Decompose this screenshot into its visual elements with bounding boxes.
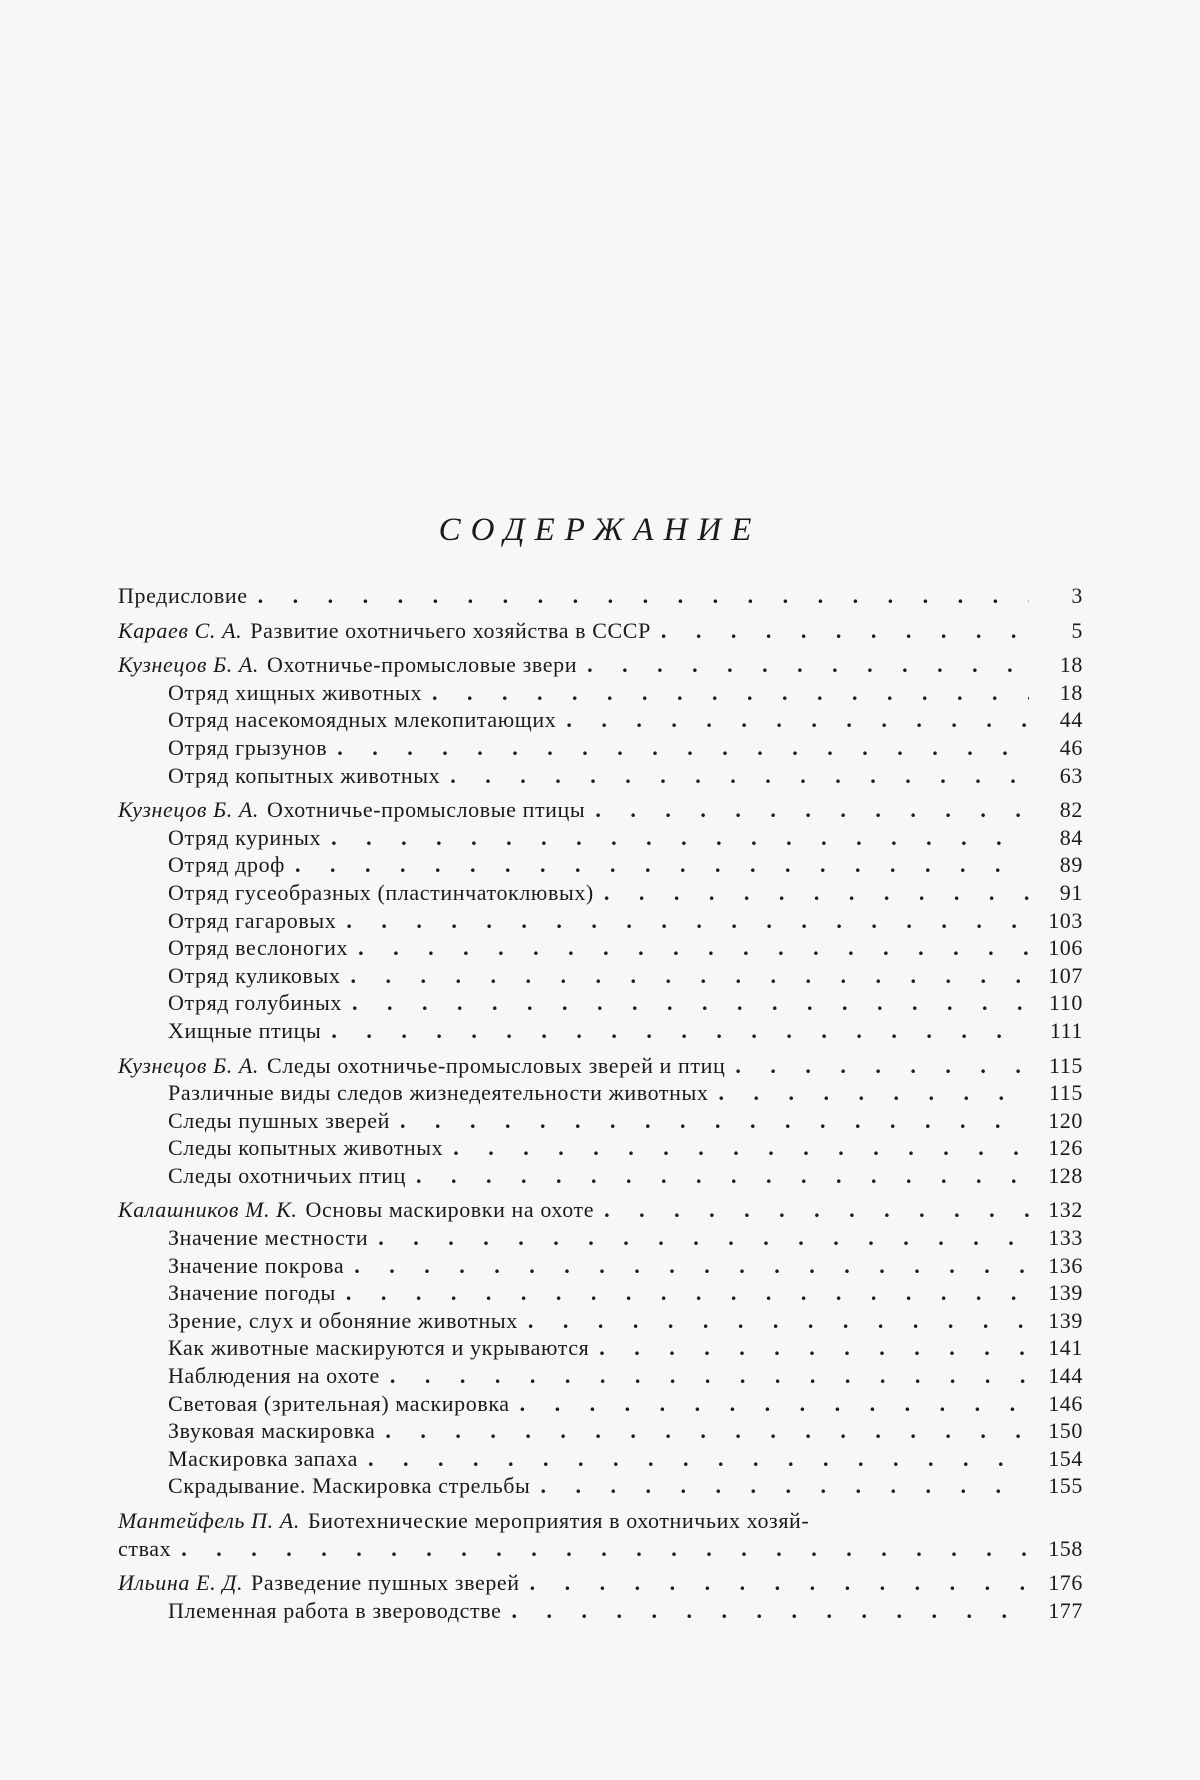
dot-leader <box>331 1017 1029 1045</box>
toc-entry-title: Основы маскировки на охоте <box>305 1197 595 1223</box>
toc-entry-page: 176 <box>1048 1570 1083 1596</box>
toc-entry-page: 115 <box>1049 1080 1083 1106</box>
toc-entry-page: 139 <box>1048 1280 1083 1306</box>
dot-leader <box>595 796 1029 824</box>
toc-entry-title: Значение погоды <box>168 1280 336 1306</box>
toc-entry-label <box>118 582 248 610</box>
toc-entry-title: Отряд хищных животных <box>168 679 423 705</box>
toc-entry-title: Отряд копытных животных <box>168 762 441 788</box>
toc-entry-wrapped <box>118 1507 1083 1535</box>
toc-entry-page: 107 <box>1048 962 1083 988</box>
toc-subentry <box>118 734 1083 762</box>
dot-leader <box>358 934 1029 962</box>
toc-entry <box>118 651 1083 679</box>
toc-entry <box>118 1196 1083 1224</box>
toc-entry-title: Следы пушных зверей <box>168 1107 391 1133</box>
toc-entry-author: Кузнецов Б. А. <box>118 1052 260 1078</box>
toc-entry-title: Отряд дроф <box>168 852 286 878</box>
toc-entry-page: 110 <box>1049 990 1083 1016</box>
toc-entry-page: 126 <box>1048 1135 1083 1161</box>
toc-entry-label <box>168 824 321 852</box>
toc-entry-label <box>168 1107 390 1135</box>
toc-entry-page: 144 <box>1048 1363 1083 1389</box>
toc-subentry <box>118 1252 1083 1280</box>
toc-entry-label <box>168 989 342 1017</box>
dot-leader <box>520 1390 1029 1418</box>
toc-entry-title-cont: ствах <box>118 1535 172 1561</box>
toc-entry-label <box>168 1362 380 1390</box>
toc-entry-page: 82 <box>1059 797 1083 823</box>
toc-entry-title: Отряд веслоногих <box>168 935 349 961</box>
toc-subentry <box>118 1107 1083 1135</box>
dot-leader <box>346 907 1029 935</box>
dot-leader <box>719 1079 1029 1107</box>
toc-entry-author: Кузнецов Б. А. <box>118 652 260 678</box>
toc-entry <box>118 582 1083 610</box>
dot-leader <box>390 1362 1029 1390</box>
toc-entry-label <box>118 1569 520 1597</box>
dot-leader <box>258 582 1029 610</box>
toc-entry-label <box>118 1507 1083 1535</box>
toc-entry-label <box>168 1597 501 1625</box>
dot-leader <box>587 651 1029 679</box>
toc-entry-page: 103 <box>1048 907 1083 933</box>
toc-entry-label <box>168 962 341 990</box>
toc-entry-label <box>118 796 585 824</box>
toc-entry-author: Караев С. А. <box>118 617 243 643</box>
toc-entry-page: 3 <box>1071 583 1083 608</box>
toc-entry-label <box>168 934 348 962</box>
toc-entry-label <box>168 1472 530 1500</box>
toc-entry-page: 18 <box>1059 652 1083 678</box>
toc-entry-page: 63 <box>1059 762 1083 788</box>
toc-entry-page: 106 <box>1048 935 1083 961</box>
toc-subentry <box>118 706 1083 734</box>
toc-entry-title: Звуковая маскировка <box>168 1418 376 1444</box>
toc-subentry <box>118 679 1083 707</box>
toc-entry-title: Хищные птицы <box>168 1017 322 1043</box>
toc-entry-title: Отряд голубиных <box>168 990 342 1016</box>
toc-entry-title: Различные виды следов жизнедеятельности животных <box>168 1080 709 1106</box>
toc-subentry <box>118 1445 1083 1473</box>
toc-subentry <box>118 1362 1083 1390</box>
toc-entry-author: Ильина Е. Д. <box>118 1570 244 1596</box>
toc-entry-page: 128 <box>1048 1162 1083 1188</box>
toc-subentry <box>118 1279 1083 1307</box>
toc-entry-page: 139 <box>1048 1307 1083 1333</box>
table-of-contents <box>118 582 1083 1624</box>
toc-entry-title: Племенная работа в звероводстве <box>168 1597 502 1623</box>
toc-entry-label <box>118 1196 594 1224</box>
dot-leader <box>385 1417 1029 1445</box>
toc-entry-label <box>168 1445 358 1473</box>
toc-entry-page: 133 <box>1048 1225 1083 1251</box>
dot-leader <box>604 1196 1029 1224</box>
dot-leader <box>735 1052 1029 1080</box>
page-title: СОДЕРЖАНИЕ <box>438 512 762 548</box>
toc-entry-title: Следы охотничье-промысловых зверей и птиц <box>267 1052 726 1078</box>
toc-entry-page: 5 <box>1071 617 1083 643</box>
toc-entry-title: Развитие охотничьего хозяйства в СССР <box>250 617 651 643</box>
toc-main-list <box>118 582 1083 1500</box>
toc-entry <box>118 1569 1083 1597</box>
toc-subentry <box>118 1417 1083 1445</box>
toc-entry-title: Отряд гагаровых <box>168 907 337 933</box>
toc-entry-page: 146 <box>1048 1390 1083 1416</box>
dot-leader <box>337 734 1029 762</box>
toc-entry-title: Биотехнические мероприятия в охотничьих хозяй- <box>307 1508 810 1533</box>
toc-entry-label <box>168 1279 336 1307</box>
dot-leader <box>378 1224 1029 1252</box>
toc-entry-author: Калашников М. К. <box>118 1197 298 1223</box>
toc-entry-label <box>168 1224 368 1252</box>
dot-leader <box>432 679 1029 707</box>
toc-entry-title: Значение местности <box>168 1225 369 1251</box>
dot-leader <box>351 962 1030 990</box>
toc-entry-title: Предисловие <box>118 583 248 608</box>
toc-subentry <box>118 907 1083 935</box>
toc-entry-label <box>168 1162 406 1190</box>
toc-entry-page: 141 <box>1048 1335 1083 1361</box>
toc-entry-page: 115 <box>1049 1052 1083 1078</box>
toc-subentry <box>118 1017 1083 1045</box>
toc-subentry <box>118 762 1083 790</box>
toc-entry-page: 155 <box>1048 1473 1083 1499</box>
toc-subentry <box>118 1079 1083 1107</box>
toc-entry-title: Отряд куриных <box>168 824 322 850</box>
toc-entry-title: Как животные маскируются и укрываются <box>168 1335 590 1361</box>
toc-subentry <box>118 989 1083 1017</box>
toc-subentry <box>118 1334 1083 1362</box>
toc-entry-label <box>168 1252 344 1280</box>
toc-entry-title: Наблюдения на охоте <box>168 1363 380 1389</box>
toc-entry-page: 18 <box>1059 679 1083 705</box>
toc-entry <box>118 617 1083 645</box>
dot-leader <box>540 1472 1029 1500</box>
toc-subentry <box>118 851 1083 879</box>
dot-leader <box>511 1597 1029 1625</box>
toc-entry-title: Следы охотничьих птиц <box>168 1162 406 1188</box>
toc-entry-title: Значение покрова <box>168 1252 345 1278</box>
dot-leader <box>661 617 1029 645</box>
dot-leader <box>528 1307 1029 1335</box>
dot-leader <box>346 1279 1029 1307</box>
toc-entry-label <box>168 679 422 707</box>
toc-entry <box>118 1052 1083 1080</box>
toc-entry-title: Маскировка запаха <box>168 1445 358 1471</box>
toc-entry-label <box>118 651 577 679</box>
toc-entry-title: Разведение пушных зверей <box>251 1570 520 1596</box>
toc-entry-title: Охотничье-промысловые птицы <box>267 797 586 823</box>
toc-entry-page: 132 <box>1048 1197 1083 1223</box>
dot-leader <box>566 706 1029 734</box>
toc-entry-page: 136 <box>1048 1252 1083 1278</box>
toc-entry-page: 89 <box>1059 852 1083 878</box>
toc-subentry <box>118 1224 1083 1252</box>
dot-leader <box>599 1334 1029 1362</box>
toc-entry-title: Следы копытных животных <box>168 1135 444 1161</box>
dot-leader <box>416 1162 1029 1190</box>
toc-entry <box>118 796 1083 824</box>
toc-subentry <box>118 1134 1083 1162</box>
dot-leader <box>352 989 1029 1017</box>
toc-entry-title: Световая (зрительная) маскировка <box>168 1390 510 1416</box>
toc-entry-page: 44 <box>1059 707 1083 733</box>
toc-entry-page: 84 <box>1059 824 1083 850</box>
toc-entry-title: Отряд насекомоядных млекопитающих <box>168 707 557 733</box>
toc-entry-label <box>168 734 327 762</box>
toc-entry-label <box>168 1017 321 1045</box>
toc-entry-page: 46 <box>1059 734 1083 760</box>
toc-entry-page: 154 <box>1048 1445 1083 1471</box>
toc-entry-label <box>168 706 556 734</box>
toc-entry-label <box>118 617 651 645</box>
toc-tail-list <box>118 1569 1083 1624</box>
toc-entry-label <box>168 762 440 790</box>
toc-entry-label <box>168 1307 518 1335</box>
toc-entry-title: Зрение, слух и обоняние животных <box>168 1307 518 1333</box>
dot-leader <box>400 1107 1029 1135</box>
dot-leader <box>331 824 1029 852</box>
toc-entry-page: 111 <box>1049 1017 1083 1043</box>
dot-leader <box>295 851 1029 879</box>
dot-leader <box>450 762 1029 790</box>
toc-entry-title: Отряд грызунов <box>168 734 328 760</box>
toc-subentry <box>118 1390 1083 1418</box>
toc-subentry <box>118 1472 1083 1500</box>
dot-leader <box>368 1445 1029 1473</box>
toc-entry-label <box>168 1079 709 1107</box>
dot-leader <box>453 1134 1029 1162</box>
toc-entry-label <box>168 1390 510 1418</box>
toc-entry-author: Кузнецов Б. А. <box>118 797 260 823</box>
toc-subentry <box>118 962 1083 990</box>
toc-subentry <box>118 1307 1083 1335</box>
toc-entry-author: Мантейфель П. А. <box>118 1508 300 1533</box>
toc-entry-label <box>118 1052 725 1080</box>
toc-entry-title: Отряд гусеобразных (пластинчатоклювых) <box>168 879 594 905</box>
toc-entry-page: 177 <box>1048 1597 1083 1623</box>
toc-entry-label <box>168 851 285 879</box>
toc-entry-label <box>168 1134 443 1162</box>
dot-leader <box>530 1569 1029 1597</box>
toc-entry-continuation <box>118 1535 1083 1563</box>
toc-entry-page: 120 <box>1048 1107 1083 1133</box>
toc-entry-page: 150 <box>1048 1418 1083 1444</box>
toc-subentry <box>118 1597 1083 1625</box>
toc-subentry <box>118 934 1083 962</box>
dot-leader <box>604 879 1029 907</box>
toc-entry-label <box>168 1417 375 1445</box>
dot-leader <box>181 1535 1029 1563</box>
toc-subentry <box>118 824 1083 852</box>
toc-subentry <box>118 1162 1083 1190</box>
toc-entry-label <box>168 907 336 935</box>
toc-entry-title: Охотничье-промысловые звери <box>267 652 578 678</box>
toc-entry-page: 91 <box>1059 879 1083 905</box>
toc-entry-label <box>168 1334 589 1362</box>
toc-subentry <box>118 879 1083 907</box>
dot-leader <box>354 1252 1029 1280</box>
toc-entry-title: Скрадывание. Маскировка стрельбы <box>168 1473 531 1499</box>
toc-entry-page: 158 <box>1048 1535 1083 1561</box>
toc-entry-title: Отряд куликовых <box>168 962 341 988</box>
toc-entry-label <box>168 879 594 907</box>
